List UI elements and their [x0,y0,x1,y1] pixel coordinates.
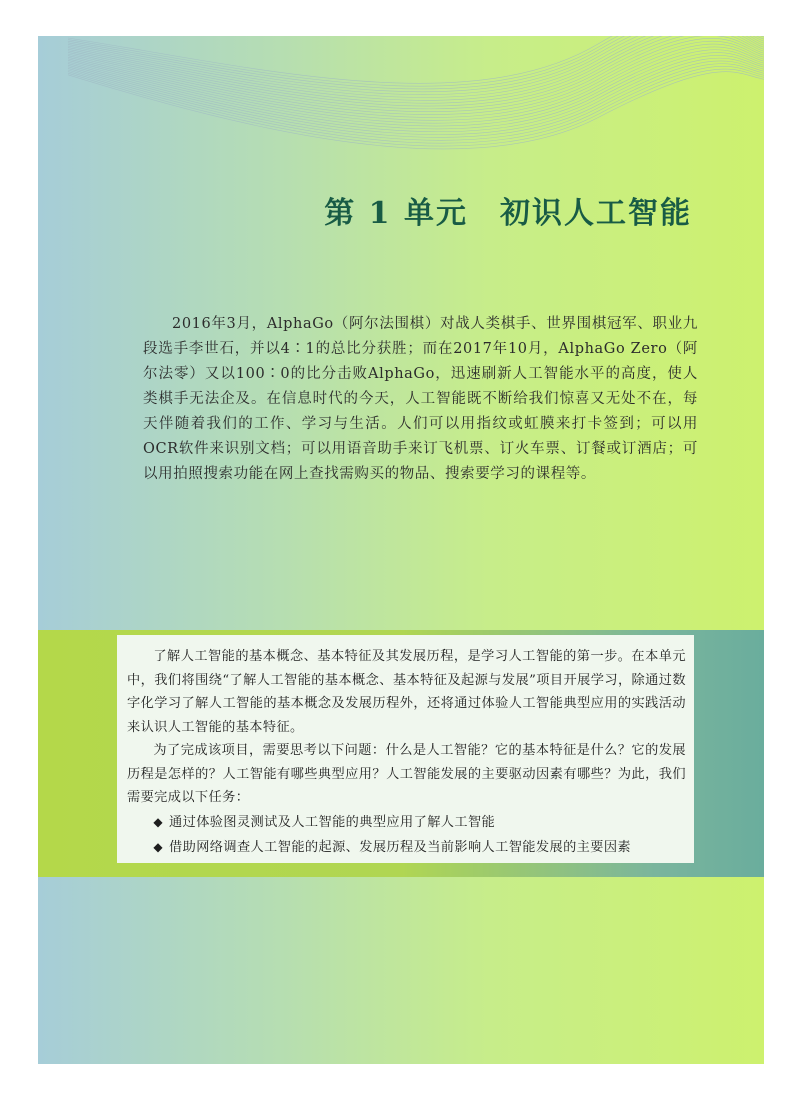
decorative-curve-lines [38,36,764,186]
task-item-text: 借助网络调查人工智能的起源、发展历程及当前影响人工智能发展的主要因素 [169,839,632,855]
diamond-bullet-icon: ◆ [153,814,164,829]
decorative-curve-line [68,36,764,103]
unit-title: 第 1 单元 初识人工智能 [324,196,692,231]
page [38,36,764,1064]
task-item [127,810,686,835]
task-list [127,810,686,860]
decorative-curve-line [68,55,764,131]
project-band [38,630,764,877]
diamond-bullet-icon: ◆ [153,839,164,854]
decorative-curve-line [68,69,764,146]
project-paragraph-2: 为了完成该项目，需要思考以下问题：什么是人工智能？它的基本特征是什么？它的发展历程是怎样的？人工智能有哪些典型应用？人工智能发展的主要驱动因素有哪些？为此，我们需要完成以下任务： [127,743,686,805]
intro-paragraph: 2016年3月，AlphaGo（阿尔法围棋）对战人类棋手、世界围棋冠军、职业九段选手李世石，并以4∶1的总比分获胜；而在2017年10月，AlphaGo Zero（阿尔法零）又以100∶0的比分击败AlphaGo，迅速刷新人工智能水平的高度，使人类棋手无法企及。在信息时代的今天，人工智能既不断给我们惊喜又无处不在，每天伴随着我们的工作、学习与生活。人们可以用指纹或虹膜来打卡签到；可以用OCR软件来识别文档；可以用语音助手来订飞机票、订火车票、订餐或订酒店；可以用拍照搜索功能在网上查找需购买的物品、搜索要学习的课程等。 [143,316,698,482]
project-paragraph-1: 了解人工智能的基本概念、基本特征及其发展历程，是学习人工智能的第一步。在本单元中，我们将围绕“了解人工智能的基本概念、基本特征及起源与发展”项目开展学习，除通过数字化学习了解人工智能的基本概念及发展历程外，还将通过体验人工智能典型应用的实践活动来认识人工智能的基本特征。 [127,649,686,735]
task-item-text: 通过体验图灵测试及人工智能的典型应用了解人工智能 [169,814,496,830]
project-task-box [117,635,694,863]
decorative-curve-line [68,36,764,100]
task-item [127,835,686,860]
